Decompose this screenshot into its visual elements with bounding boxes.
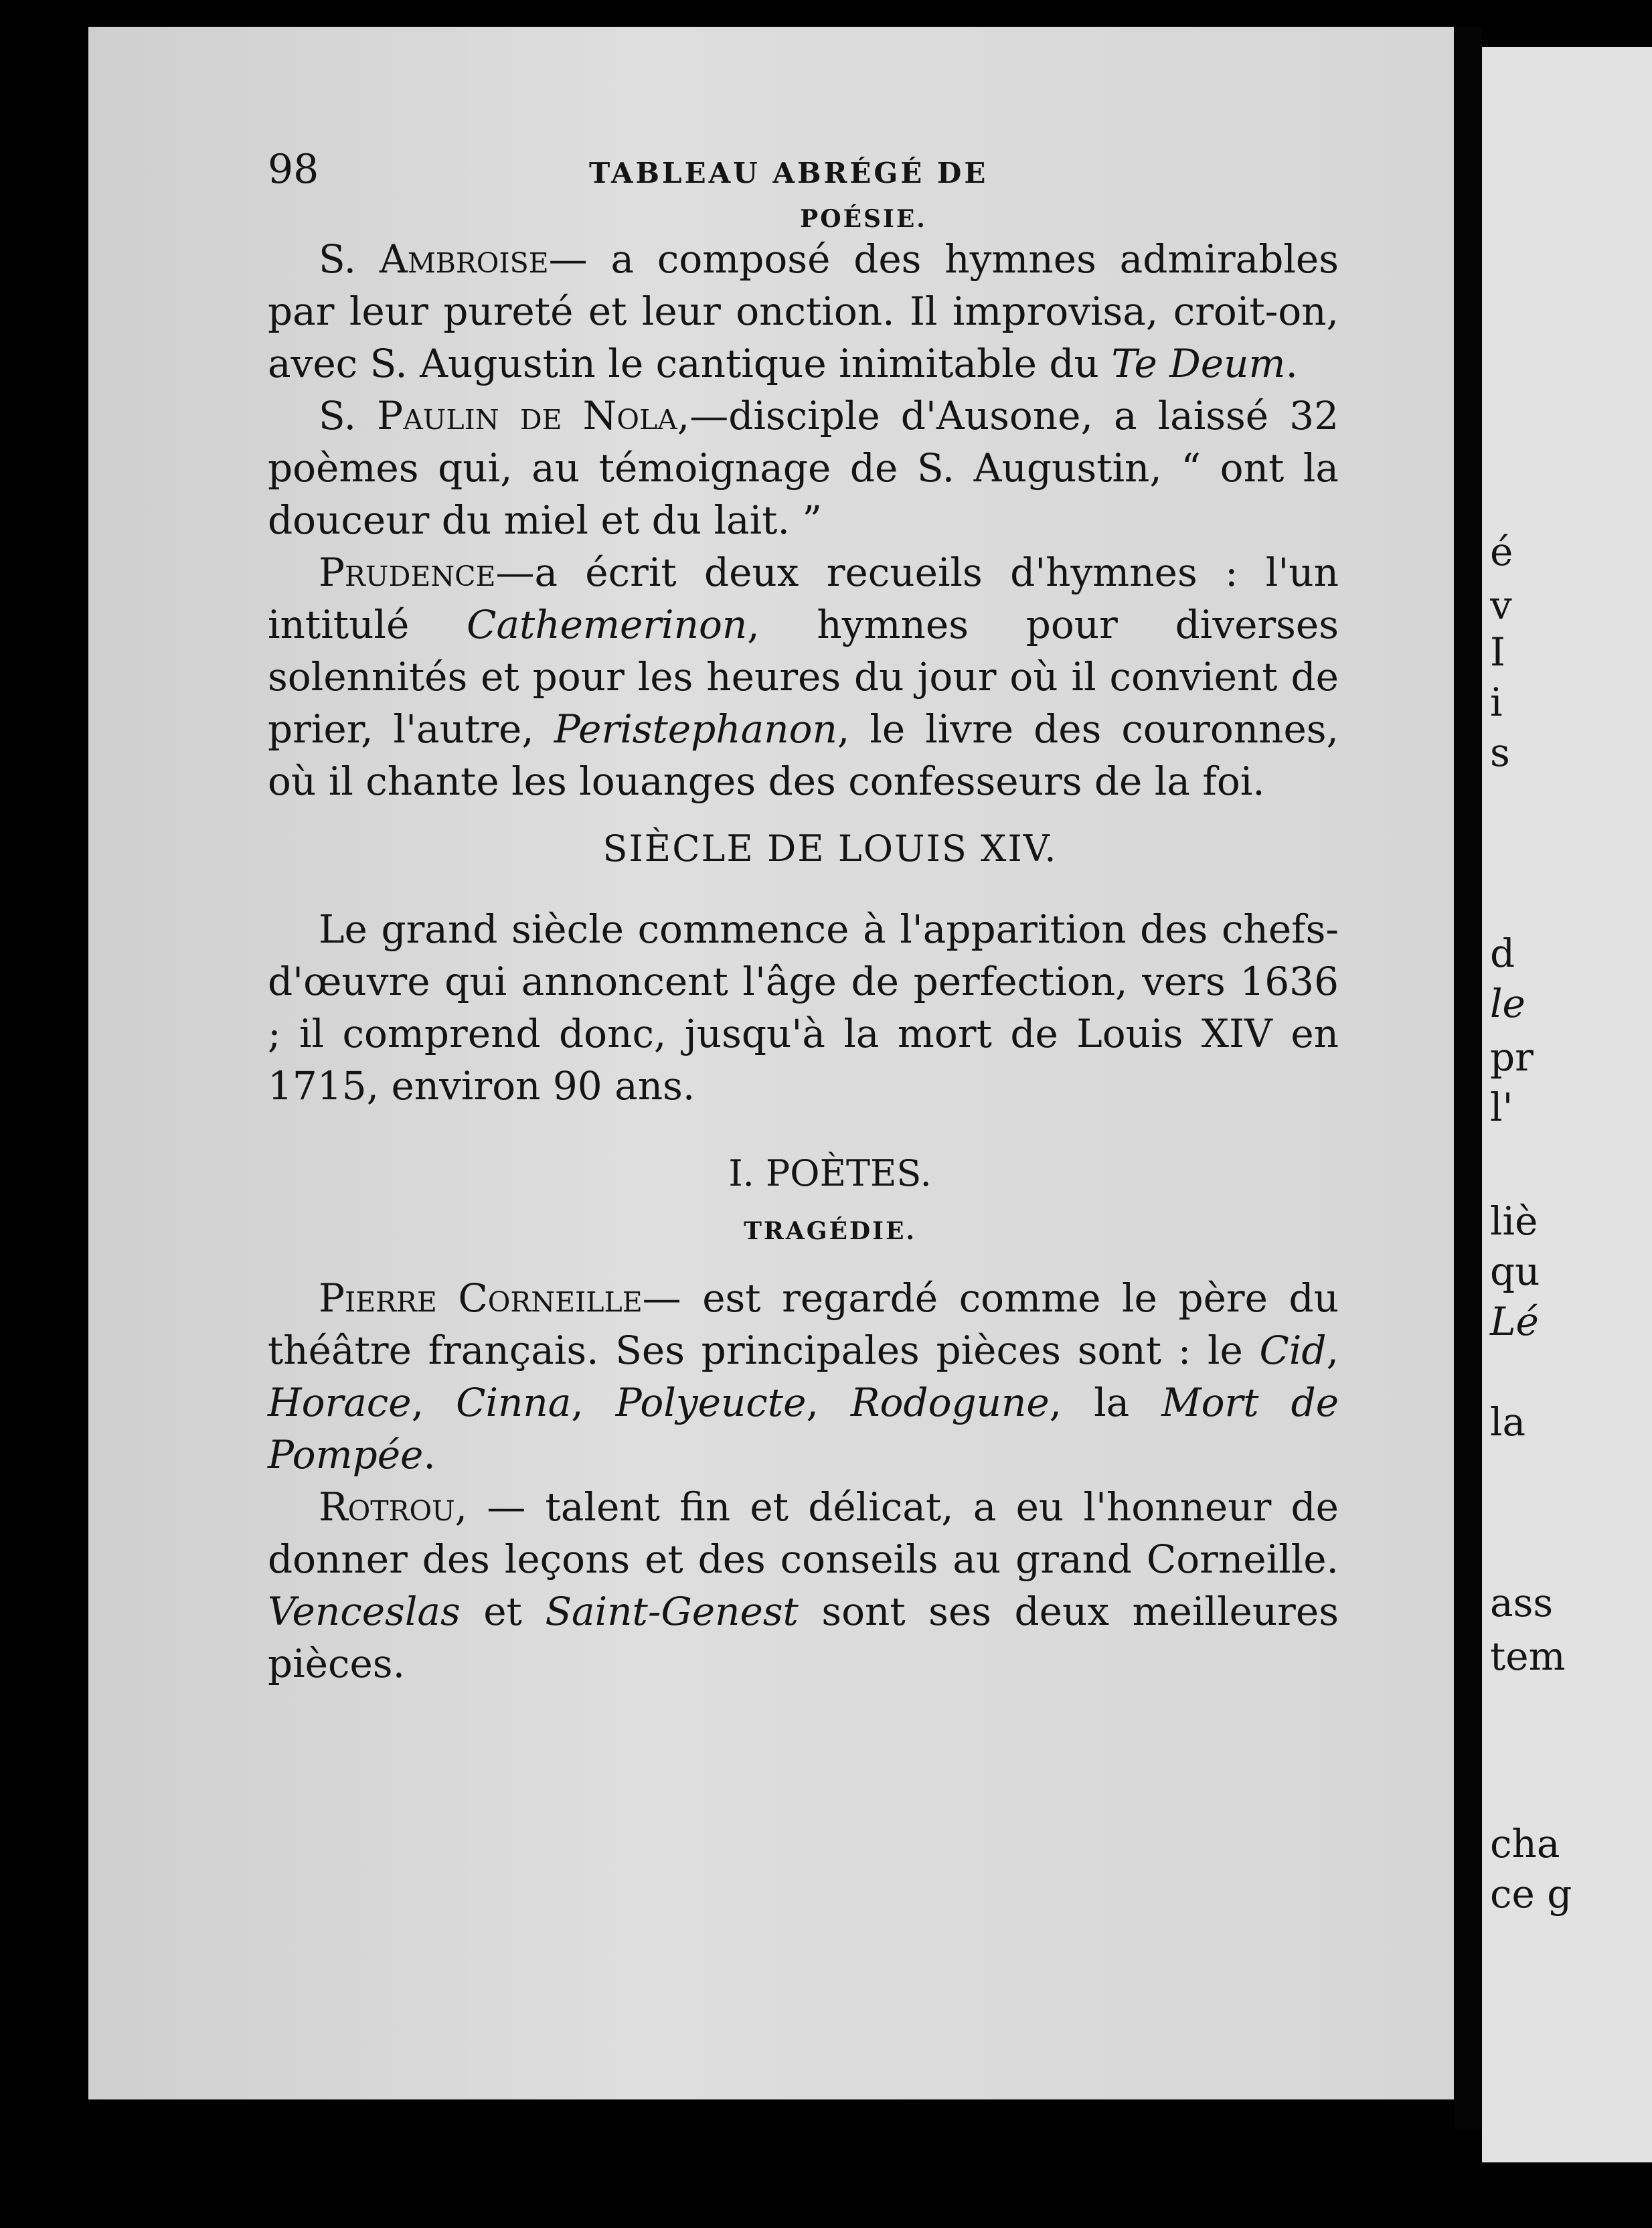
author-name: Prudence bbox=[319, 550, 496, 595]
author-name: S. Ambroise bbox=[319, 236, 549, 282]
paragraph-paulin: S. Paulin de Nola,—disciple d'Ausone, a laissé 32 poèmes qui, au témoignage de S. Augustin, “ ont la douceur du miel et du lait. ” bbox=[268, 393, 1339, 543]
paragraph-corneille: Pierre Corneille— est regardé comme le père du théâtre français. Ses principales pièces sont : le Cid, Horace, Cinna, Polyeucte, Rodogune, la Mort de Pompée. bbox=[268, 1275, 1339, 1478]
work-title: Polyeucte bbox=[615, 1380, 807, 1425]
page-text bbox=[268, 131, 1339, 1690]
work-title: Rodogune bbox=[850, 1380, 1050, 1425]
right-fragment: i bbox=[1490, 680, 1503, 725]
paragraph-siecle: Le grand siècle commence à l'apparition des chefs-d'œuvre qui annoncent l'âge de perfection, vers 1636 ; il comprend donc, jusqu'à la mort de Louis XIV en 1715, environ 90 ans. bbox=[268, 906, 1339, 1109]
work-title: Cathemerinon bbox=[467, 602, 748, 647]
paragraph-ambroise: S. Ambroise— a composé des hymnes admirables par leur pureté et leur onction. Il improvisa, croit-on, avec S. Augustin le cantique inimitable du Te Deum. bbox=[268, 236, 1339, 386]
author-name: Pierre Corneille bbox=[319, 1275, 643, 1321]
right-fragment: liè bbox=[1490, 1198, 1538, 1244]
right-fragment: I bbox=[1490, 629, 1505, 675]
running-title: TABLEAU ABRÉGÉ DE bbox=[589, 157, 989, 189]
right-fragment: s bbox=[1490, 730, 1510, 775]
section-heading-tragedie: TRAGÉDIE. bbox=[744, 1217, 916, 1245]
right-fragment: qu bbox=[1490, 1249, 1540, 1294]
work-title: Mort de Pompée bbox=[268, 1380, 1339, 1478]
paragraph-prudence: Prudence—a écrit deux recueils d'hymnes : l'un intitulé Cathemerinon, hymnes pour diverses solennités et pour les heures du jour où il convient de prier, l'autre, Peristephanon, le livre des couronnes, où il chante les louanges des confesseurs de la foi. bbox=[268, 550, 1339, 804]
author-name: S. Paulin de Nola, bbox=[319, 393, 690, 439]
work-title: Saint-Genest bbox=[545, 1589, 799, 1634]
work-title: Te Deum bbox=[1111, 341, 1286, 386]
right-fragment: cha bbox=[1490, 1821, 1560, 1866]
page-header bbox=[268, 131, 1339, 205]
section-heading-poesie: POÉSIE. bbox=[800, 205, 927, 233]
work-title: Peristephanon bbox=[554, 706, 837, 752]
book-spine bbox=[1454, 27, 1482, 2129]
right-page-fragments bbox=[1482, 47, 1652, 2162]
right-fragment: d bbox=[1490, 931, 1515, 976]
right-fragment: v bbox=[1490, 582, 1512, 628]
section-heading-poetes: I. POÈTES. bbox=[728, 1152, 932, 1194]
right-page bbox=[1482, 47, 1652, 2162]
right-fragment: le bbox=[1490, 981, 1525, 1026]
right-fragment: ce g bbox=[1490, 1871, 1572, 1917]
right-fragment: la bbox=[1490, 1399, 1526, 1445]
author-name: Rotrou, bbox=[319, 1484, 468, 1530]
right-fragment: Lé bbox=[1490, 1299, 1539, 1344]
work-title: Venceslas bbox=[268, 1589, 461, 1634]
paragraph-rotrou: Rotrou, — talent fin et délicat, a eu l'honneur de donner des leçons et des conseils au grand Corneille. Venceslas et Saint-Genest sont ses deux meilleures pièces. bbox=[268, 1484, 1339, 1686]
page-number: 98 bbox=[268, 146, 319, 193]
right-fragment: l' bbox=[1490, 1085, 1513, 1130]
right-fragment: pr bbox=[1490, 1034, 1534, 1080]
work-title: Cid bbox=[1259, 1328, 1327, 1373]
right-fragment: é bbox=[1490, 529, 1513, 574]
right-fragment: tem bbox=[1490, 1634, 1566, 1679]
section-heading-siecle: SIÈCLE DE LOUIS XIV. bbox=[602, 827, 1058, 870]
work-title: Horace bbox=[268, 1380, 412, 1425]
right-fragment: ass bbox=[1490, 1580, 1554, 1625]
work-title: Cinna bbox=[456, 1380, 572, 1425]
